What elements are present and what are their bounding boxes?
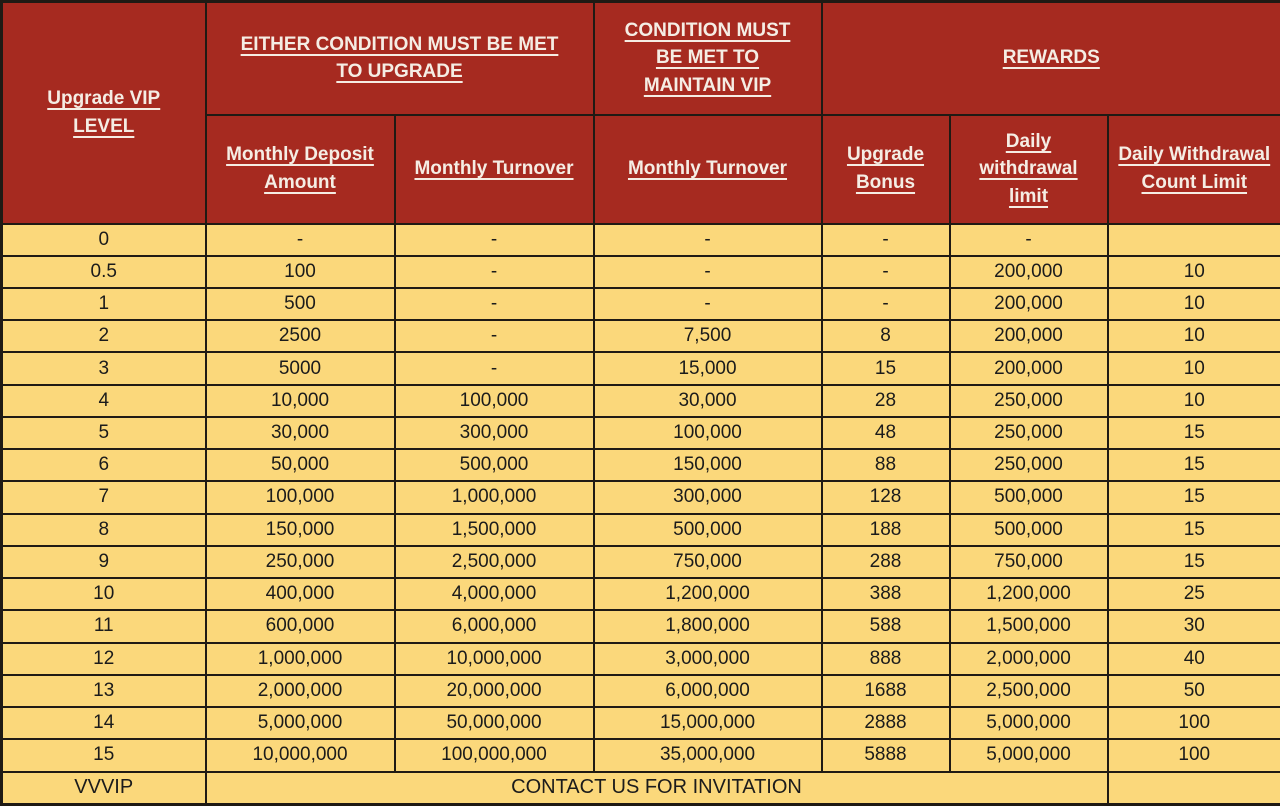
table-cell: 35,000,000 (594, 739, 822, 771)
table-cell: 200,000 (950, 320, 1108, 352)
table-cell: 500,000 (395, 449, 594, 481)
table-row (2, 288, 1280, 320)
table-cell: 3 (2, 352, 206, 384)
table-cell: 6 (2, 449, 206, 481)
table-cell: - (395, 288, 594, 320)
table-cell: 250,000 (950, 385, 1108, 417)
table-cell: 1,200,000 (594, 578, 822, 610)
table-cell: 10 (1108, 352, 1280, 384)
table-header (2, 2, 1280, 224)
table-cell: 2500 (206, 320, 395, 352)
table-cell: 50,000,000 (395, 707, 594, 739)
table-cell: 600,000 (206, 610, 395, 642)
table-cell: 588 (822, 610, 950, 642)
table-cell: 5,000,000 (950, 707, 1108, 739)
table-cell: 10 (1108, 256, 1280, 288)
table-cell: 150,000 (594, 449, 822, 481)
table-cell: 1,000,000 (206, 643, 395, 675)
table-cell: 15 (1108, 481, 1280, 513)
table-cell: 3,000,000 (594, 643, 822, 675)
table-cell: 250,000 (206, 546, 395, 578)
table-cell: 100 (1108, 707, 1280, 739)
table-row (2, 481, 1280, 513)
table-cell: 15 (1108, 514, 1280, 546)
table-cell: 2,500,000 (950, 675, 1108, 707)
table-cell: 300,000 (395, 417, 594, 449)
table-body (2, 224, 1280, 772)
table-cell: - (594, 224, 822, 256)
table-cell: 15 (822, 352, 950, 384)
col-header-monthly-deposit: Monthly Deposit Amount (206, 115, 395, 224)
table-cell: 888 (822, 643, 950, 675)
table-cell: 10,000 (206, 385, 395, 417)
table-cell: 8 (2, 514, 206, 546)
table-cell: 200,000 (950, 256, 1108, 288)
table-row (2, 643, 1280, 675)
table-row (2, 256, 1280, 288)
table-cell: 388 (822, 578, 950, 610)
vvvip-level-cell: VVVIP (2, 772, 206, 805)
table-row (2, 707, 1280, 739)
table-row (2, 610, 1280, 642)
table-cell: 30,000 (594, 385, 822, 417)
table-cell: 500,000 (950, 481, 1108, 513)
table-cell: 300,000 (594, 481, 822, 513)
table-cell: 28 (822, 385, 950, 417)
table-cell: 2888 (822, 707, 950, 739)
table-cell: 13 (2, 675, 206, 707)
table-cell: 2 (2, 320, 206, 352)
contact-for-invitation-cell: CONTACT US FOR INVITATION (206, 772, 1108, 805)
table-cell: 1,000,000 (395, 481, 594, 513)
col-header-daily-withdrawal-limit: Daily withdrawal limit (950, 115, 1108, 224)
table-cell: 1,200,000 (950, 578, 1108, 610)
table-cell: - (822, 224, 950, 256)
table-cell: 750,000 (594, 546, 822, 578)
table-cell: - (822, 288, 950, 320)
table-cell: 200,000 (950, 352, 1108, 384)
table-cell (1108, 224, 1280, 256)
table-cell: 5,000,000 (950, 739, 1108, 771)
table-cell: - (395, 256, 594, 288)
header-group-row (2, 2, 1280, 115)
table-cell: - (950, 224, 1108, 256)
table-cell: 10 (1108, 320, 1280, 352)
table-row (2, 417, 1280, 449)
table-cell: 9 (2, 546, 206, 578)
table-cell: 100 (206, 256, 395, 288)
col-header-monthly-turnover-upgrade: Monthly Turnover (395, 115, 594, 224)
table-cell: 30 (1108, 610, 1280, 642)
table-cell: 8 (822, 320, 950, 352)
table-cell: 750,000 (950, 546, 1108, 578)
table-cell: - (395, 320, 594, 352)
table-cell: 10 (1108, 385, 1280, 417)
table-cell: 12 (2, 643, 206, 675)
table-row (2, 514, 1280, 546)
table-cell: - (206, 224, 395, 256)
table-cell: 500 (206, 288, 395, 320)
table-row (2, 739, 1280, 771)
table-row (2, 385, 1280, 417)
col-header-daily-withdrawal-count-limit: Daily Withdrawal Count Limit (1108, 115, 1280, 224)
table-row (2, 546, 1280, 578)
table-cell: - (395, 224, 594, 256)
group-header-upgrade-conditions: EITHER CONDITION MUST BE MET TO UPGRADE (206, 2, 594, 115)
table-cell: 2,000,000 (950, 643, 1108, 675)
table-cell: 30,000 (206, 417, 395, 449)
table-cell: 500,000 (594, 514, 822, 546)
table-row (2, 320, 1280, 352)
table-cell: 0 (2, 224, 206, 256)
table-cell: 100,000,000 (395, 739, 594, 771)
table-cell: - (594, 288, 822, 320)
table-cell: 250,000 (950, 417, 1108, 449)
table-cell: 5,000,000 (206, 707, 395, 739)
table-cell: 128 (822, 481, 950, 513)
col-header-monthly-turnover-maintain: Monthly Turnover (594, 115, 822, 224)
table-cell: 15,000 (594, 352, 822, 384)
table-row (2, 224, 1280, 256)
table-footer (2, 772, 1280, 805)
table-cell: 6,000,000 (395, 610, 594, 642)
table-cell: 14 (2, 707, 206, 739)
table-cell: 100,000 (395, 385, 594, 417)
table-cell: 7,500 (594, 320, 822, 352)
table-cell: 20,000,000 (395, 675, 594, 707)
table-cell: 25 (1108, 578, 1280, 610)
table-cell: 15,000,000 (594, 707, 822, 739)
vvvip-empty-cell (1108, 772, 1280, 805)
table-cell: - (395, 352, 594, 384)
table-row (2, 352, 1280, 384)
table-cell: 200,000 (950, 288, 1108, 320)
table-cell: 150,000 (206, 514, 395, 546)
table-cell: 15 (1108, 449, 1280, 481)
table-cell: 5 (2, 417, 206, 449)
table-row (2, 449, 1280, 481)
table-cell: 48 (822, 417, 950, 449)
table-cell: - (822, 256, 950, 288)
table-cell: 1,500,000 (950, 610, 1108, 642)
table-cell: 11 (2, 610, 206, 642)
table-cell: 2,000,000 (206, 675, 395, 707)
col-header-upgrade-bonus: Upgrade Bonus (822, 115, 950, 224)
table-cell: - (594, 256, 822, 288)
table-cell: 88 (822, 449, 950, 481)
table-row (2, 578, 1280, 610)
table-cell: 7 (2, 481, 206, 513)
table-cell: 40 (1108, 643, 1280, 675)
table-cell: 250,000 (950, 449, 1108, 481)
table-cell: 5000 (206, 352, 395, 384)
table-cell: 10,000,000 (395, 643, 594, 675)
table-cell: 6,000,000 (594, 675, 822, 707)
group-header-maintain-condition: CONDITION MUST BE MET TO MAINTAIN VIP (594, 2, 822, 115)
vvvip-row (2, 772, 1280, 805)
group-header-rewards: REWARDS (822, 2, 1280, 115)
table-cell: 1 (2, 288, 206, 320)
table-cell: 4 (2, 385, 206, 417)
table-cell: 4,000,000 (395, 578, 594, 610)
table-cell: 500,000 (950, 514, 1108, 546)
table-cell: 1688 (822, 675, 950, 707)
table-cell: 400,000 (206, 578, 395, 610)
table-cell: 15 (1108, 546, 1280, 578)
table-cell: 100,000 (206, 481, 395, 513)
table-cell: 0.5 (2, 256, 206, 288)
table-cell: 10 (1108, 288, 1280, 320)
table-cell: 10,000,000 (206, 739, 395, 771)
table-cell: 188 (822, 514, 950, 546)
table-cell: 15 (2, 739, 206, 771)
table-cell: 10 (2, 578, 206, 610)
table-cell: 100,000 (594, 417, 822, 449)
table-cell: 288 (822, 546, 950, 578)
table-cell: 1,500,000 (395, 514, 594, 546)
table-row (2, 675, 1280, 707)
table-cell: 50 (1108, 675, 1280, 707)
table-cell: 5888 (822, 739, 950, 771)
table-cell: 15 (1108, 417, 1280, 449)
col-header-upgrade-vip-level: Upgrade VIP LEVEL (2, 2, 206, 224)
table-cell: 2,500,000 (395, 546, 594, 578)
table-cell: 100 (1108, 739, 1280, 771)
table-cell: 1,800,000 (594, 610, 822, 642)
table-cell: 50,000 (206, 449, 395, 481)
